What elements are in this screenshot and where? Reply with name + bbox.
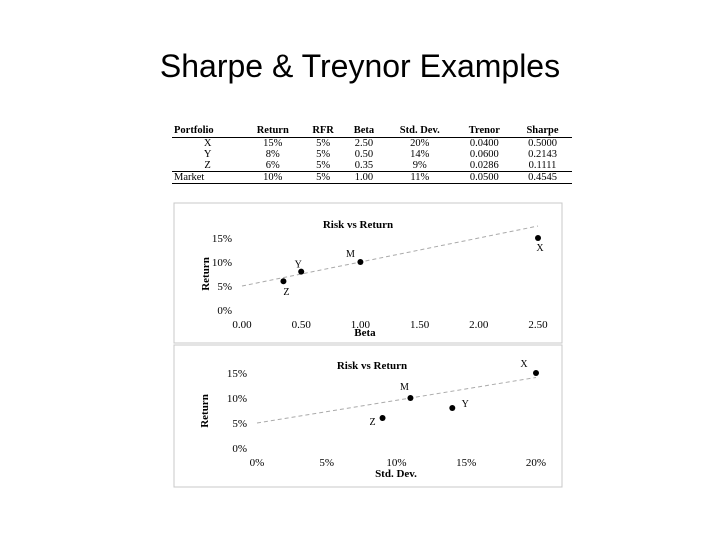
table-cell: X [203, 138, 212, 149]
table-cell: 10% [243, 172, 302, 184]
chart-beta-y-axis-label: Return [200, 257, 212, 291]
chart-stddev-y-tick-label: 15% [226, 368, 247, 380]
table-cell: 5% [302, 172, 344, 184]
chart-stddev-point-y [449, 405, 455, 411]
header-return: Return [243, 125, 302, 138]
chart-stddev-title: Risk vs Return [336, 360, 408, 372]
table-cell: 0.1111 [528, 160, 557, 171]
chart-beta-y-tick-label: 5% [217, 281, 232, 293]
table-cell: 0.50 [354, 149, 374, 160]
table-cell: 14% [410, 149, 430, 160]
chart-stddev-x-axis-label: Std. Dev. [375, 468, 417, 480]
header-sharpe: Sharpe [513, 125, 572, 138]
table-cell: 15% [263, 138, 283, 149]
chart-stddev-x-tick-label: 5% [319, 457, 335, 469]
table-cell: 0.2143 [528, 149, 557, 160]
chart-stddev-point-x [533, 370, 539, 376]
table-cell: 9% [412, 160, 427, 171]
chart-stddev-x-tick-label: 15% [456, 457, 477, 469]
chart-beta-point-label-z: Z [283, 287, 290, 299]
chart-stddev-sml-line [257, 378, 536, 424]
chart-stddev-x-tick-label: 10% [386, 457, 407, 469]
header-portfolio: Portfolio [172, 125, 243, 138]
table-cell: 20% [410, 138, 430, 149]
chart-stddev-point-z [380, 415, 386, 421]
chart-stddev-point-label-z: Z [369, 417, 376, 428]
chart-stddev-point-m [407, 395, 413, 401]
chart-beta-sml-line [242, 226, 538, 286]
header-treynor: Trenor [456, 125, 513, 138]
chart-stddev-point-label-y: Y [461, 399, 469, 410]
table-cell: 0.0500 [456, 172, 513, 184]
table-cell: 0.0400 [469, 138, 499, 149]
chart-stddev-point-label-m: M [399, 382, 409, 393]
chart-beta [200, 219, 548, 339]
table-cell: 0.0286 [469, 160, 499, 171]
chart-beta-point-m [357, 259, 363, 265]
chart-stddev-y-tick-label: 10% [226, 393, 247, 405]
chart-beta-y-tick-label: 0% [217, 305, 232, 317]
table-cell: 0.0600 [469, 149, 499, 160]
chart-beta-x-tick-label: 1.50 [409, 319, 430, 331]
chart-beta-x-tick-label: 2.50 [528, 319, 548, 331]
chart-beta-point-label-x: X [536, 243, 544, 254]
table-cell: 1.00 [344, 172, 384, 184]
chart-stddev-y-tick-label: 0% [232, 443, 247, 455]
chart-beta-x-tick-label: 0.50 [291, 319, 311, 331]
chart-stddev-y-tick-label: 5% [232, 418, 247, 430]
chart-beta-x-axis-label: Beta [354, 327, 376, 339]
table-cell: 5% [316, 138, 331, 149]
slide-title: Sharpe & Treynor Examples [159, 48, 561, 84]
header-beta: Beta [344, 125, 384, 138]
chart-beta-title: Risk vs Return [322, 219, 394, 231]
table-cell: Z [204, 160, 211, 171]
chart-beta-x-tick-label: 1.00 [350, 319, 371, 331]
header-std-dev: Std. Dev. [384, 125, 456, 138]
table-cell: Market [172, 172, 243, 184]
chart-beta-y-tick-label: 10% [211, 257, 232, 269]
table-cell: 5% [316, 160, 331, 171]
table-cell: Y [203, 149, 212, 160]
chart-stddev-point-label-x: X [520, 359, 528, 370]
table-cell: 0.4545 [513, 172, 572, 184]
chart-beta-x-tick-label: 0.00 [232, 319, 252, 331]
header-rfr: RFR [302, 125, 344, 138]
table-cell: 0.35 [354, 160, 374, 171]
chart-beta-y-tick-label: 15% [211, 233, 232, 245]
chart-beta-point-x [535, 235, 541, 241]
chart-stddev-x-tick-label: 0% [249, 457, 265, 469]
chart-stddev-x-tick-label: 20% [525, 457, 547, 469]
table-cell: 11% [384, 172, 456, 184]
table-cell: 2.50 [354, 138, 374, 149]
chart-stddev [199, 359, 546, 480]
chart-beta-point-label-y: Y [294, 259, 302, 271]
table-cell: 8% [265, 149, 280, 160]
chart-beta-x-tick-label: 2.00 [469, 319, 489, 331]
table-cell: 5% [316, 149, 331, 160]
table-cell: 6% [265, 160, 280, 171]
chart-beta-point-z [280, 278, 286, 284]
chart-beta-point-label-m: M [345, 249, 355, 260]
chart-stddev-y-axis-label: Return [199, 394, 211, 428]
table-cell: 0.5000 [528, 138, 557, 149]
